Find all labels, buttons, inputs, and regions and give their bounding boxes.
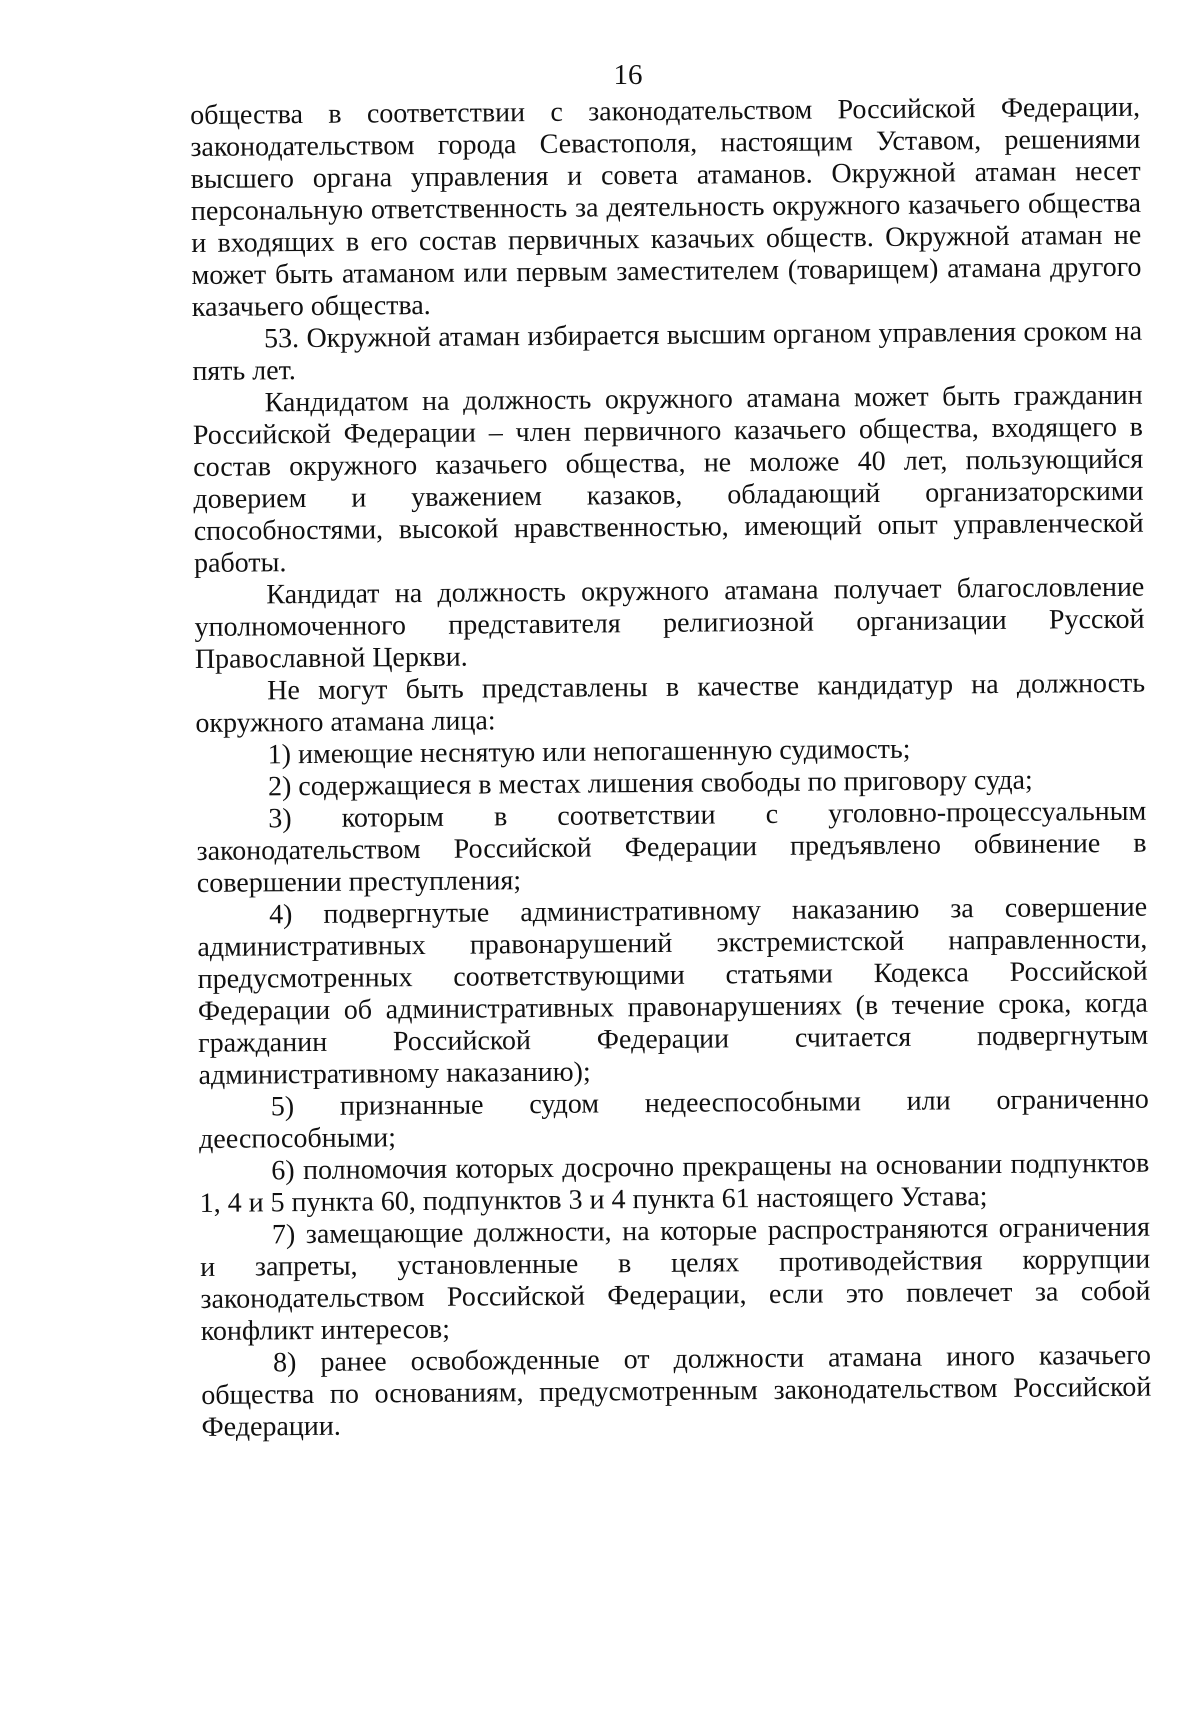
paragraph-blessing: Кандидат на должность окружного атамана получает благословление уполномоченного представителя религиозной организации Русской Православной Церкви.: [194, 571, 1145, 675]
list-item-5: 5) признанные судом недееспособными или ограниченно дееспособными;: [198, 1083, 1149, 1155]
list-item-3: 3) которым в соответствии с уголовно-процессуальным законодательством Российской Федерации предъявлено обвинение в совершении преступления;: [196, 795, 1147, 899]
list-item-2: 2) содержащиеся в местах лишения свободы по приговору суда;: [267, 764, 1033, 803]
list-item-6: 6) полномочия которых досрочно прекращены на основании подпунктов 1, 4 и 5 пункта 60, подпунктов 3 и 4 пункта 61 настоящего Устава;: [199, 1147, 1150, 1219]
list-item-4: 4) подвергнутые административному наказанию за совершение административных правонарушений экстремистской направленности, предусмотренных соответствующими статьями Кодекса Российской Федерации об административных правонарушениях (в течение срока, когда гражданин Российской Федерации считается подвергнутым административному наказанию);: [197, 891, 1149, 1091]
paragraph-clause-53: 53. Окружной атаман избирается высшим органом управления сроком на пять лет.: [192, 315, 1143, 387]
paragraph: общества в соответствии с законодательством Российской Федерации, законодательством города Севастополя, настоящим Уставом, решениями высшего органа управления и совета атаманов. Окружной атаман несет персональную ответственность за деятельность окружного казачьего общества и входящих в его состав первичных казачьих обществ. Окружной атаман не может быть атаманом или первым заместителем (товарищем) атамана другого казачьего общества.: [190, 91, 1142, 323]
document-body: [190, 92, 1152, 1444]
page-number: 16: [613, 59, 643, 91]
paragraph-ineligible-intro: Не могут быть представлены в качестве кандидатур на должность окружного атамана лица:: [195, 667, 1146, 739]
list-item-1: 1) имеющие неснятую или непогашенную судимость;: [267, 733, 911, 771]
list-item-8: 8) ранее освобожденные от должности атамана иного казачьего общества по основаниям, предусмотренным законодательством Российской Федерации.: [201, 1339, 1152, 1443]
paragraph-candidate-requirements: Кандидатом на должность окружного атамана может быть гражданин Российской Федерации – член первичного казачьего общества, входящего в состав окружного казачьего общества, не моложе 40 лет, пользующийся доверием и уважением казаков, обладающий организаторскими способностями, высокой нравственностью, имеющий опыт управленческой работы.: [192, 379, 1144, 579]
list-item-7: 7) замещающие должности, на которые распространяются ограничения и запреты, установленные в целях противодействия коррупции законодательством Российской Федерации, если это повлечет за собой конфликт интересов;: [200, 1211, 1151, 1347]
